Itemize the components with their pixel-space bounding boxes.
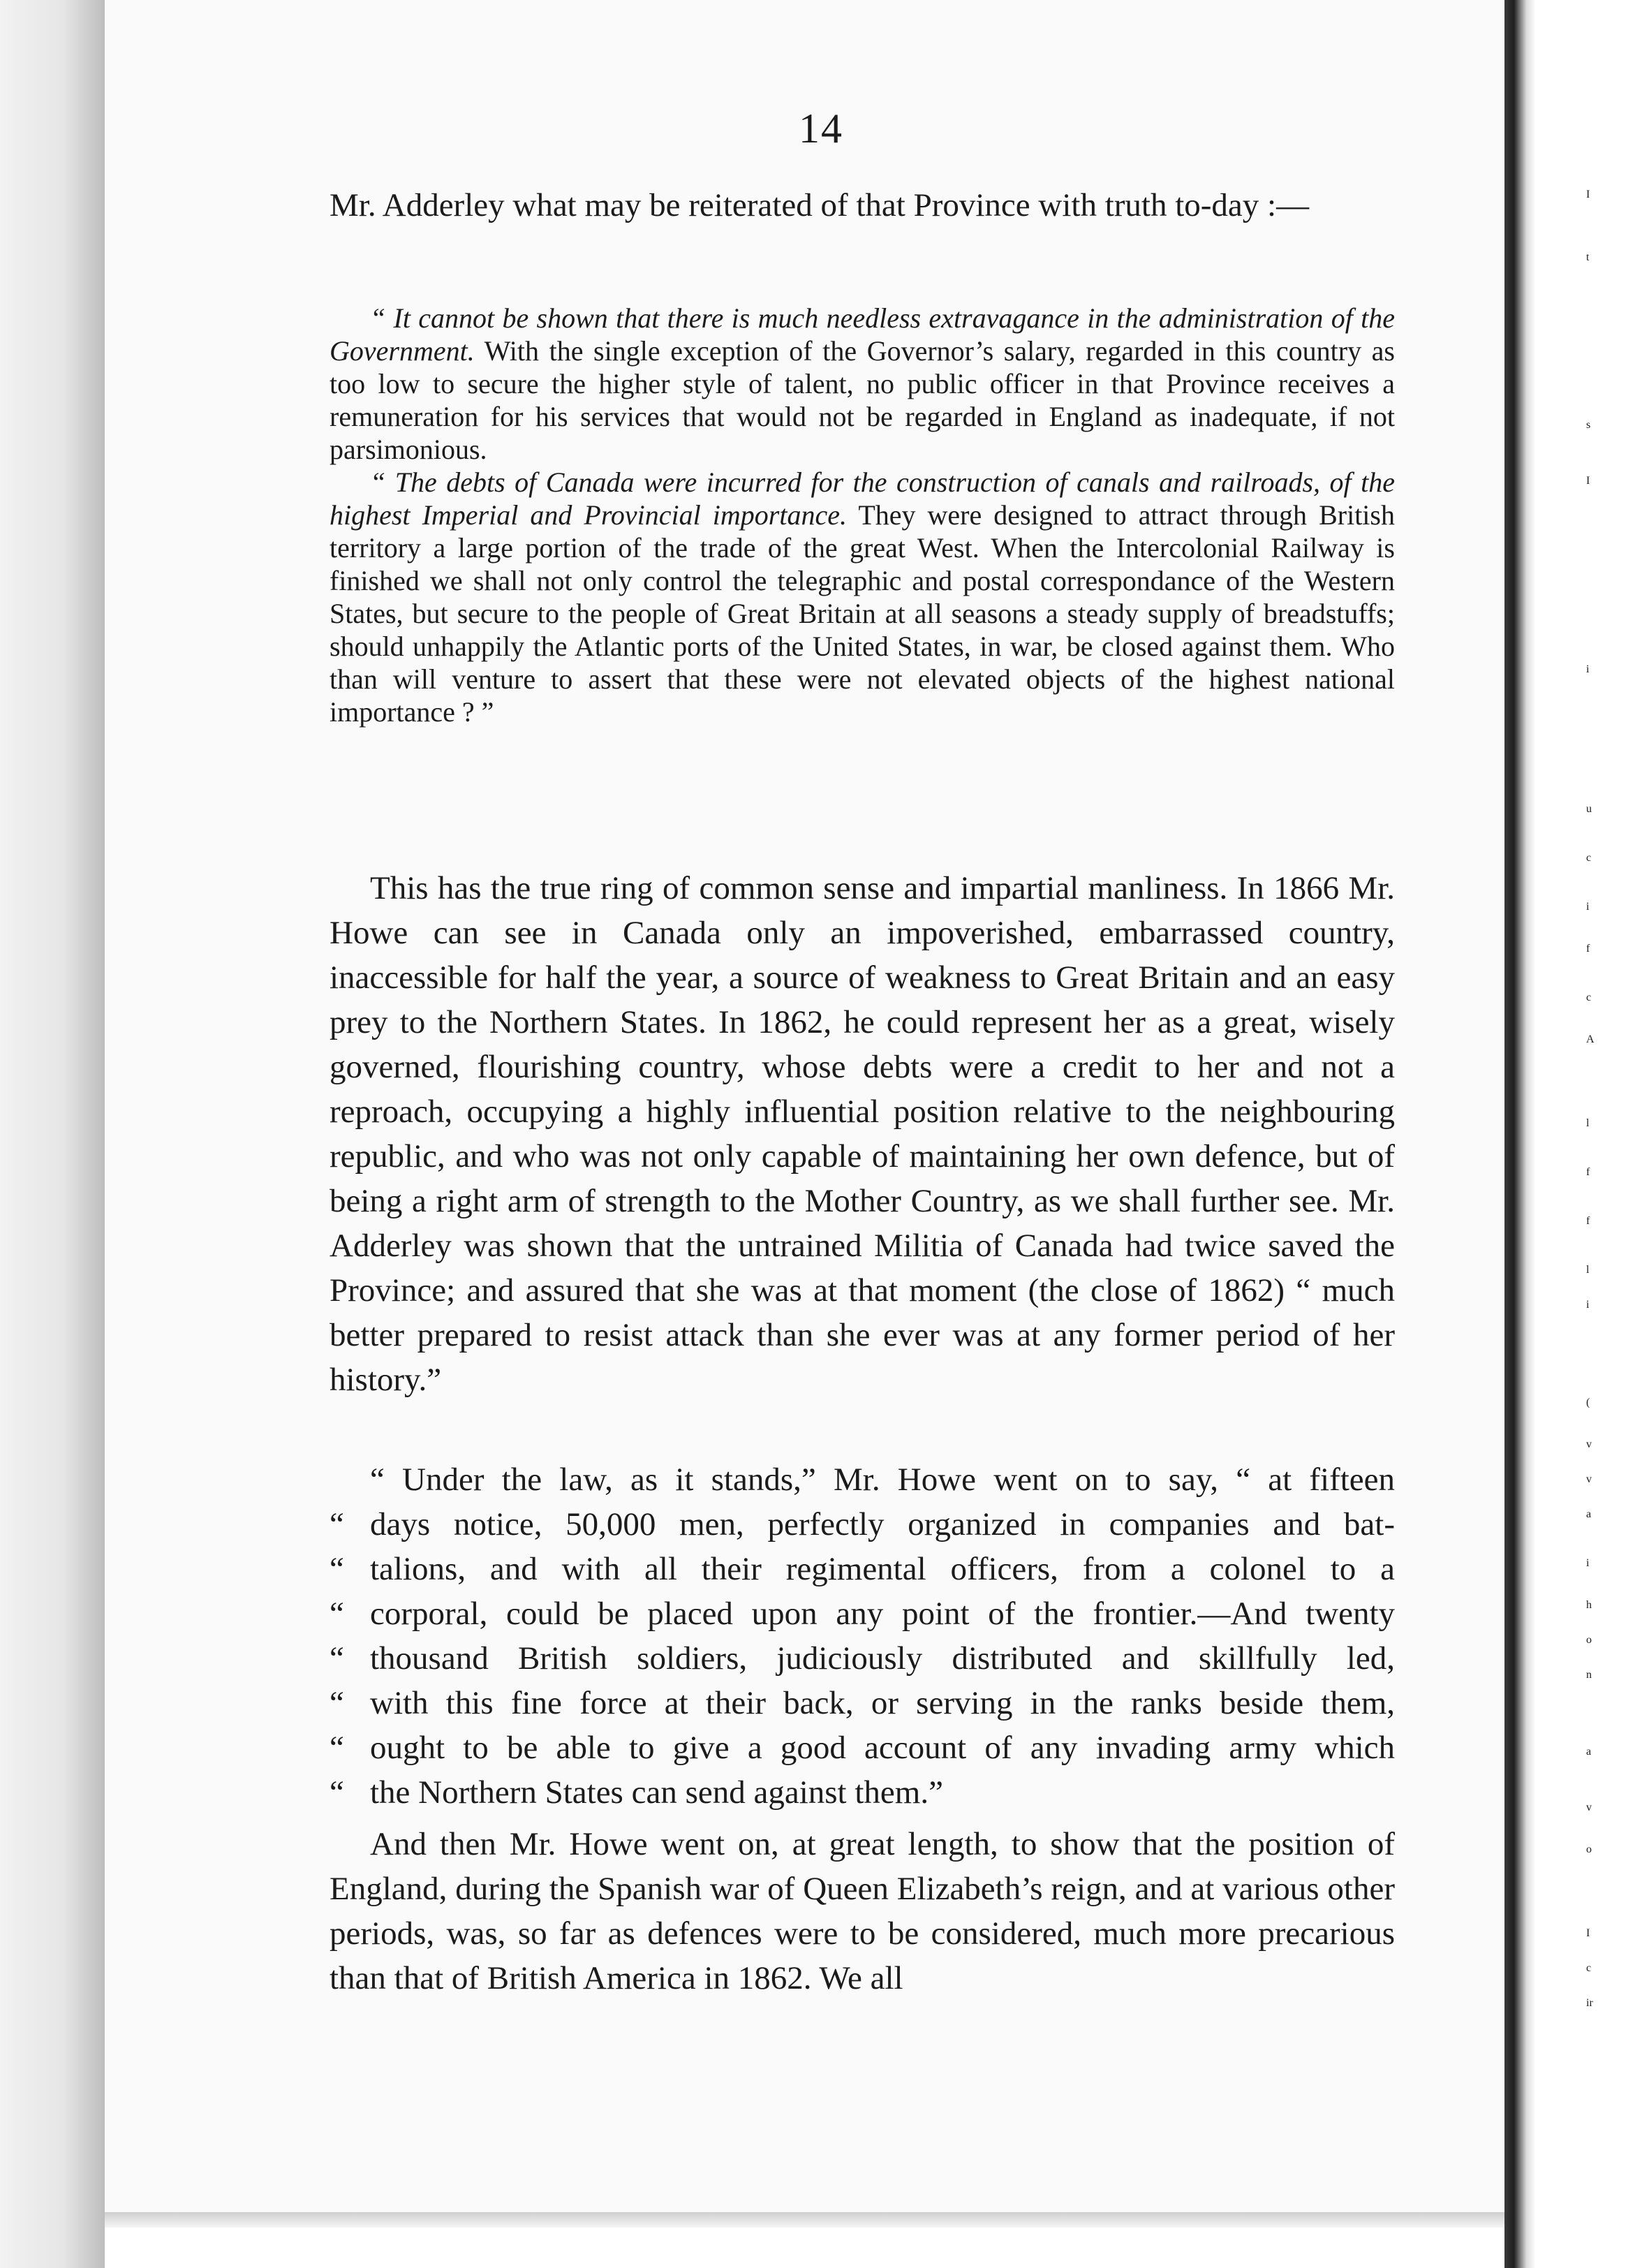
- facing-page-letter: n: [1586, 1669, 1592, 1681]
- quote-2-italic: “ The debts of Canada were incurred for the construction of canals and railroads, of the highest Imperial and Provincial importance.: [330, 466, 1395, 531]
- speech-line: [330, 1457, 1395, 1502]
- page-number: 14: [799, 105, 843, 152]
- facing-page-letter: a: [1586, 1746, 1592, 1758]
- facing-page-letter: v: [1586, 1802, 1592, 1813]
- facing-page-letter: (: [1586, 1397, 1590, 1408]
- facing-page-letter: f: [1586, 943, 1590, 955]
- facing-page-letter: I: [1586, 1927, 1590, 1939]
- running-quote-mark: “: [330, 1774, 344, 1811]
- facing-page-letter: v: [1586, 1438, 1592, 1450]
- quote-2-roman: They were designed to attract through British territory a large portion of the trade of the great West. When the Intercolonial Railway is finished we shall not only control the telegraphic and postal correspondance of the Western States, but secure to the people of Great Britain at all seasons a steady supply of breadstuffs; should unhappily the Atlantic ports of the United States, in war, be closed against them. Who than will venture to assert that these were not elevated objects of the highest national importance ? ”: [330, 499, 1395, 728]
- speech-line: [330, 1591, 1395, 1636]
- facing-page-letter: f: [1586, 1215, 1590, 1227]
- block-quote: [330, 302, 1395, 728]
- facing-page-letter: c: [1586, 1962, 1592, 1974]
- facing-page-letter: l: [1586, 1117, 1590, 1129]
- speech-text: corporal, could be placed upon any point of the frontier.—And twenty: [370, 1596, 1395, 1632]
- speech-text: thousand British soldiers, judiciously distributed and skillfully led,: [370, 1640, 1395, 1677]
- intro-text: Mr. Adderley what may be reiterated of that Province with truth to-day :—: [330, 187, 1310, 223]
- facing-page-letter: i: [1586, 663, 1590, 675]
- facing-page-letter: i: [1586, 901, 1590, 913]
- book-gutter: [1504, 0, 1536, 2268]
- quote-1-italic: “ It cannot be shown that there is much needless extravagance in the administration of the Government.: [330, 302, 1395, 367]
- speech-line: [330, 1725, 1395, 1770]
- speech-text: with this fine force at their back, or serving in the ranks beside them,: [370, 1685, 1395, 1721]
- running-quote-mark: “: [330, 1730, 344, 1766]
- facing-page-letter: o: [1586, 1843, 1592, 1855]
- facing-page-letter: v: [1586, 1473, 1592, 1485]
- facing-page-letter: s: [1586, 419, 1591, 431]
- facing-page-letter: i: [1586, 1299, 1590, 1311]
- facing-page-letter: A: [1586, 1033, 1595, 1045]
- speech-text: ought to be able to give a good account of any invading army which: [370, 1730, 1395, 1766]
- facing-page-letter: o: [1586, 1634, 1592, 1646]
- facing-page-letter: c: [1586, 852, 1592, 864]
- facing-page-letter: t: [1586, 251, 1590, 263]
- paragraph-text: This has the true ring of common sense and impartial manliness. In 1866 Mr. Howe can see in Canada only an impoverished, embarrassed country, inaccessible for half the year, a source of weakness to Great Britain and an easy prey to the Northern States. In 1862, he could represent her as a great, wisely governed, flourishing country, whose debts were a credit to her and not a reproach, occupying a highly influential position relative to the neighbouring republic, and who was not only capable of maintaining her own defence, but of being a right arm of strength to the Mother Country, as we shall further see. Mr. Adderley was shown that the untrained Militia of Canada had twice saved the Province; and assured that she was at that moment (the close of 1862) “ much better prepared to resist attack than she ever was at any former period of her history.”: [330, 870, 1395, 1398]
- speech-text: the Northern States can send against them.”: [370, 1774, 943, 1811]
- facing-page-letter: a: [1586, 1508, 1592, 1520]
- quote-paragraph-2: [330, 466, 1395, 728]
- speech-text: “ Under the law, as it stands,” Mr. Howe went on to say, “ at fifteen: [370, 1461, 1395, 1498]
- body-paragraph-3: [330, 1822, 1395, 2001]
- quote-paragraph-1: [330, 302, 1395, 466]
- running-quote-mark: “: [330, 1640, 344, 1677]
- speech-line: [330, 1636, 1395, 1681]
- intro-paragraph: [330, 183, 1395, 228]
- facing-page-letter: I: [1586, 189, 1590, 200]
- speech-line: [330, 1681, 1395, 1725]
- facing-page-letter: f: [1586, 1166, 1590, 1178]
- page-bottom-edge: [105, 2212, 1504, 2228]
- speech-quotation: [330, 1457, 1395, 1815]
- running-quote-mark: “: [330, 1551, 344, 1587]
- scan-left-margin: [0, 0, 105, 2268]
- facing-page-letter: i: [1586, 1557, 1590, 1569]
- facing-page-letter: ir: [1586, 1997, 1593, 2009]
- facing-page-letter: h: [1586, 1599, 1592, 1611]
- running-quote-mark: “: [330, 1596, 344, 1632]
- body-paragraph-1: [330, 866, 1395, 1402]
- facing-page-letter: c: [1586, 992, 1592, 1003]
- speech-text: days notice, 50,000 men, perfectly organized in companies and bat-: [370, 1506, 1395, 1542]
- speech-line: [330, 1502, 1395, 1547]
- speech-line: [330, 1770, 1395, 1815]
- quote-1-roman: With the single exception of the Governor’s salary, regarded in this country as too low to secure the higher style of talent, no public officer in that Province receives a remuneration for his services that would not be regarded in England as inadequate, if not parsimonious.: [330, 335, 1395, 465]
- facing-page-letter: l: [1586, 1264, 1590, 1276]
- speech-line: [330, 1547, 1395, 1591]
- facing-page-letter: u: [1586, 803, 1592, 815]
- paragraph-text: And then Mr. Howe went on, at great length, to show that the position of England, during the Spanish war of Queen Elizabeth’s reign, and at various other periods, was, so far as defences were to be considered, much more precarious than that of British America in 1862. We all: [330, 1826, 1395, 1996]
- facing-page-letter: I: [1586, 475, 1590, 487]
- running-quote-mark: “: [330, 1685, 344, 1721]
- running-quote-mark: “: [330, 1506, 344, 1542]
- speech-text: talions, and with all their regimental officers, from a colonel to a: [370, 1551, 1395, 1587]
